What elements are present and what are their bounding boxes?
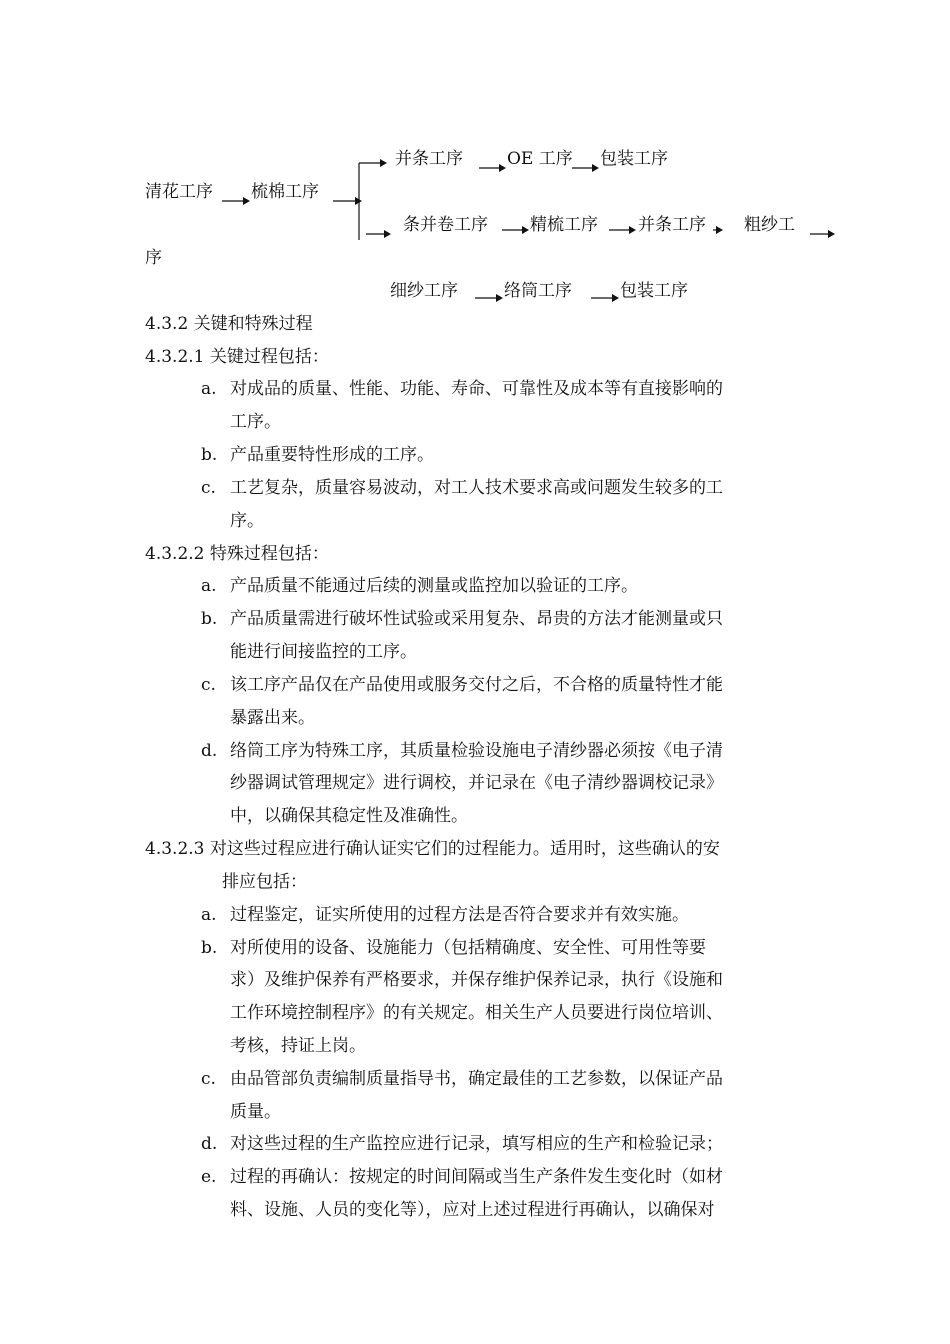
list-marker: a.	[201, 379, 217, 399]
list-item-line: 产品质量需进行破坏性试验或采用复杂、昂贵的方法才能测量或只	[230, 609, 723, 629]
list-item-line: 序。	[230, 511, 264, 531]
list-item-line: 产品质量不能通过后续的测量或监控加以验证的工序。	[230, 576, 638, 596]
list-item-line: 质量。	[230, 1102, 281, 1122]
list-item-line: 络筒工序为特殊工序，其质量检验设施电子清纱器必须按《电子清	[230, 741, 723, 761]
list-marker: b.	[201, 609, 218, 629]
list-item-line: 对这些过程的生产监控应进行记录，填写相应的生产和检验记录；	[230, 1134, 723, 1154]
list-item-line: 由品管部负责编制质量指导书，确定最佳的工艺参数，以保证产品	[230, 1069, 723, 1089]
list-item-line: 料、设施、人员的变化等），应对上述过程进行再确认，以确保对	[230, 1200, 715, 1220]
list-marker: d.	[201, 1134, 218, 1154]
list-item-line: 该工序产品仅在产品使用或服务交付之后，不合格的质量特性才能	[230, 675, 723, 695]
list-item-line: 过程鉴定，证实所使用的过程方法是否符合要求并有效实施。	[230, 905, 689, 925]
section-heading-4322: 4.3.2.2 特殊过程包括：	[145, 544, 329, 564]
section-heading-4323-cont: 排应包括：	[222, 872, 307, 892]
list-item-line: 中，以确保其稳定性及准确性。	[230, 806, 468, 826]
flow-node-luotong: 络筒工序	[504, 281, 572, 301]
list-marker: c.	[201, 675, 216, 695]
list-item-line: 产品重要特性形成的工序。	[230, 445, 434, 465]
flow-node-shumian: 梳棉工序	[251, 182, 319, 202]
list-item-line: 工序。	[230, 412, 281, 432]
list-item-line: 对所使用的设备、设施能力（包括精确度、安全性、可用性等要	[230, 938, 706, 958]
section-heading-432: 4.3.2 关键和特殊过程	[145, 314, 313, 334]
flow-node-bot-baozhuang: 包装工序	[620, 281, 688, 301]
flow-connectors	[0, 0, 950, 310]
flow-node-mid-bingtiao: 并条工序	[638, 215, 706, 235]
list-item-line: 工艺复杂，质量容易波动，对工人技术要求高或问题发生较多的工	[230, 478, 723, 498]
flow-node-cusha-cont: 序	[145, 248, 162, 268]
list-item-line: 纱器调试管理规定》进行调校，并记录在《电子清纱器调校记录》	[230, 773, 723, 793]
list-marker: b.	[201, 445, 218, 465]
list-marker: e.	[201, 1167, 217, 1187]
list-item-line: 考核，持证上岗。	[230, 1036, 366, 1056]
flow-node-jingshu: 精梳工序	[530, 215, 598, 235]
flow-node-top-bingtiao: 并条工序	[395, 149, 463, 169]
list-item-line: 对成品的质量、性能、功能、寿命、可靠性及成本等有直接影响的	[230, 379, 723, 399]
flow-node-tiaobingjuan: 条并卷工序	[403, 215, 488, 235]
list-marker: d.	[201, 741, 218, 761]
list-item-line: 能进行间接监控的工序。	[230, 642, 417, 662]
flow-node-top-oe: OE 工序	[507, 149, 573, 169]
list-item-line: 暴露出来。	[230, 708, 315, 728]
list-marker: b.	[201, 938, 218, 958]
flow-node-cusha: 粗纱工	[744, 215, 795, 235]
list-marker: c.	[201, 1069, 216, 1089]
list-item-line: 求）及维护保养有严格要求，并保存维护保养记录，执行《设施和	[230, 970, 723, 990]
list-marker: a.	[201, 905, 217, 925]
list-item-line: 工作环境控制程序》的有关规定。相关生产人员要进行岗位培训、	[230, 1003, 723, 1023]
flow-node-top-baozhuang: 包装工序	[600, 149, 668, 169]
list-item-line: 过程的再确认：按规定的时间间隔或当生产条件发生变化时（如材	[230, 1167, 723, 1187]
list-marker: a.	[201, 576, 217, 596]
section-heading-4323: 4.3.2.3 对这些过程应进行确认证实它们的过程能力。适用时，这些确认的安	[145, 839, 720, 859]
list-marker: c.	[201, 478, 216, 498]
section-heading-4321: 4.3.2.1 关键过程包括：	[145, 347, 329, 367]
flow-node-qinghua: 清花工序	[145, 182, 213, 202]
flow-node-xisha: 细纱工序	[390, 281, 458, 301]
